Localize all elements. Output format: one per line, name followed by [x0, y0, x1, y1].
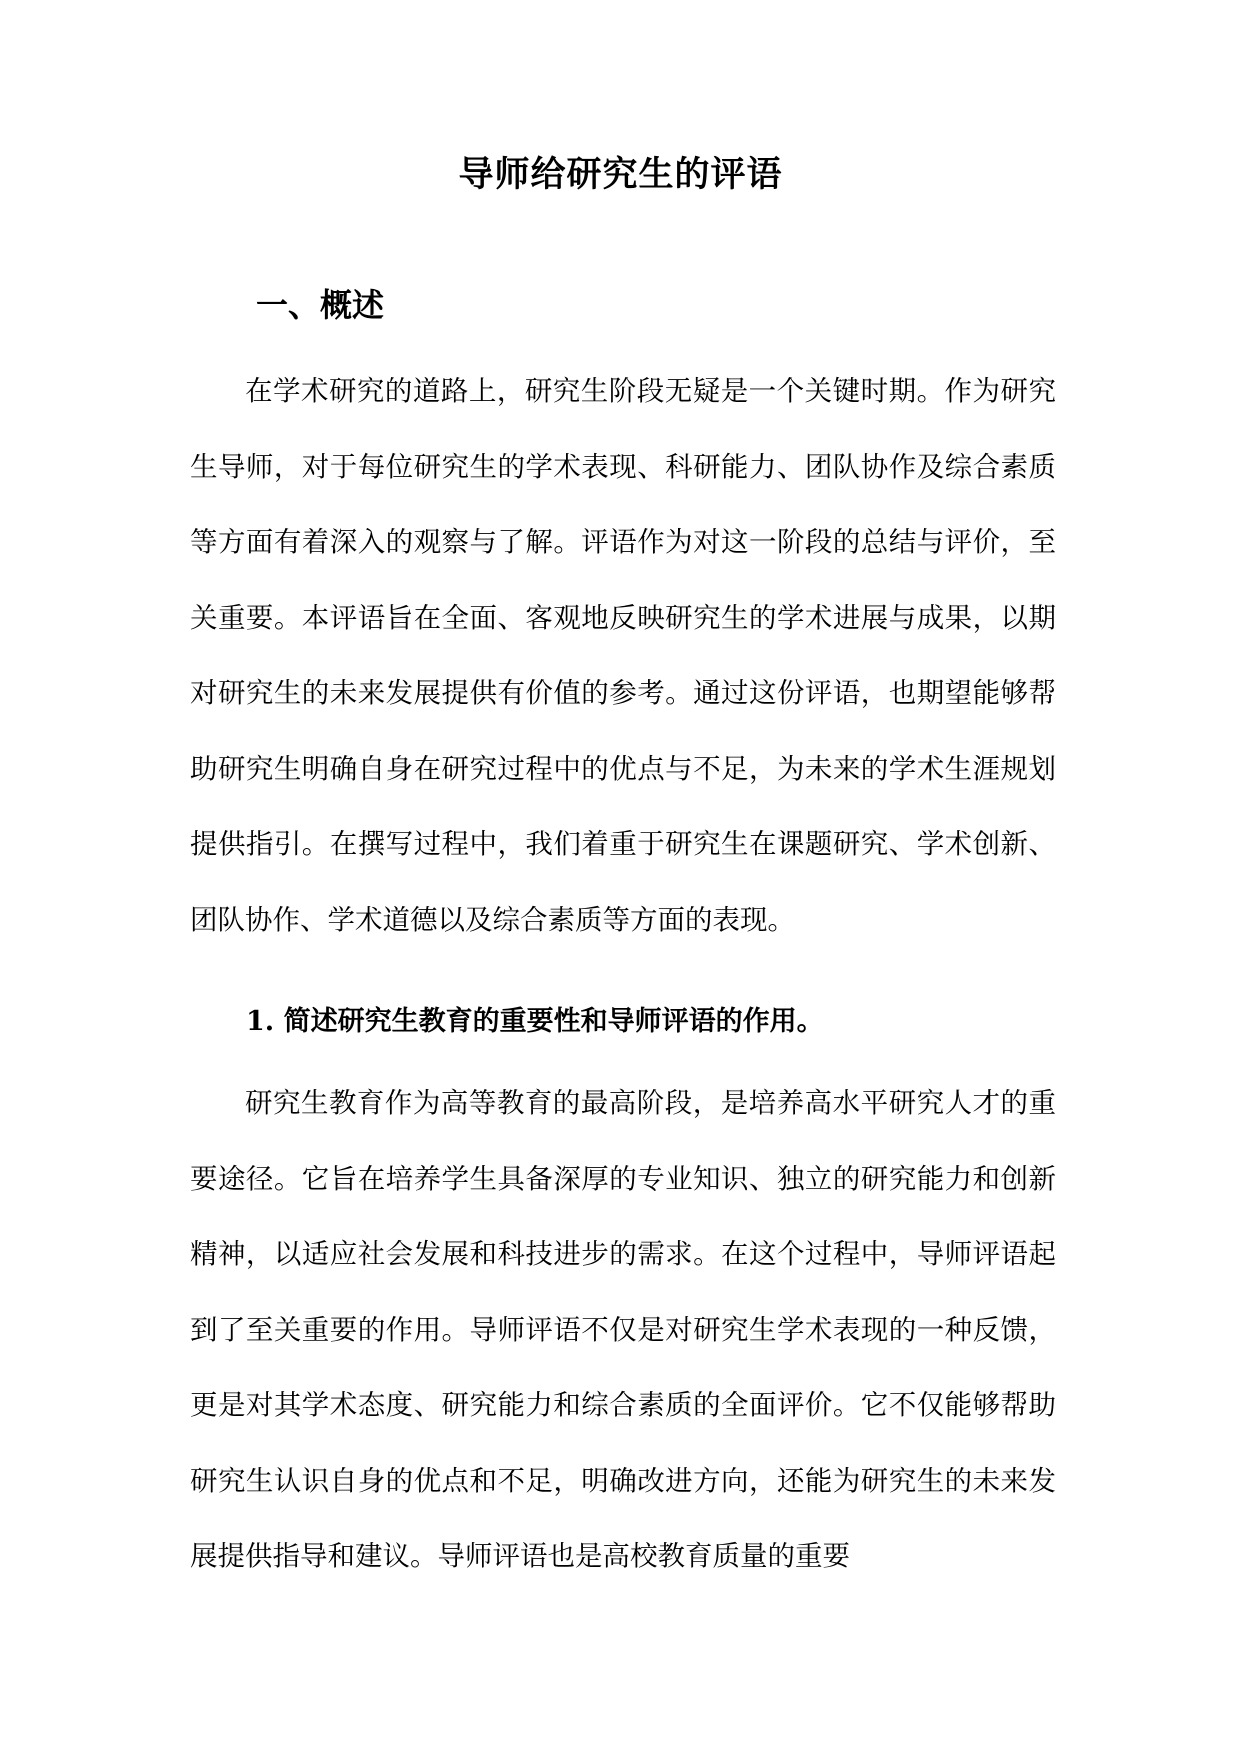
document-title: 导师给研究生的评语: [458, 154, 783, 195]
section-heading-overview: 一、概述: [256, 286, 385, 324]
subsection-heading-1: 1. 简述研究生教育的重要性和导师评语的作用。: [246, 1006, 824, 1037]
overview-paragraph: 在学术研究的道路上，研究生阶段无疑是一个关键时期。作为研究生导师，对于每位研究生的学术表现、科研能力、团队协作及综合素质等方面有着深入的观察与了解。评语作为对这一阶段的总结与评价，至关重要。本评语旨在全面、客观地反映研究生的学术进展与成果，以期对研究生的未来发展提供有价值的参考。通过这份评语，也期望能够帮助研究生明确自身在研究过程中的优点与不足，为未来的学术生涯规划提供指引。在撰写过程中，我们着重于研究生在课题研究、学术创新、团队协作、学术道德以及综合素质等方面的表现。: [190, 375, 1056, 936]
subsection-1-paragraph: 研究生教育作为高等教育的最高阶段，是培养高水平研究人才的重要途径。它旨在培养学生具备深厚的专业知识、独立的研究能力和创新精神，以适应社会发展和科技进步的需求。在这个过程中，导师评语起到了至关重要的作用。导师评语不仅是对研究生学术表现的一种反馈，更是对其学术态度、研究能力和综合素质的全面评价。它不仅能够帮助研究生认识自身的优点和不足，明确改进方向，还能为研究生的未来发展提供指导和建议。导师评语也是高校教育质量的重要: [190, 1087, 1056, 1572]
